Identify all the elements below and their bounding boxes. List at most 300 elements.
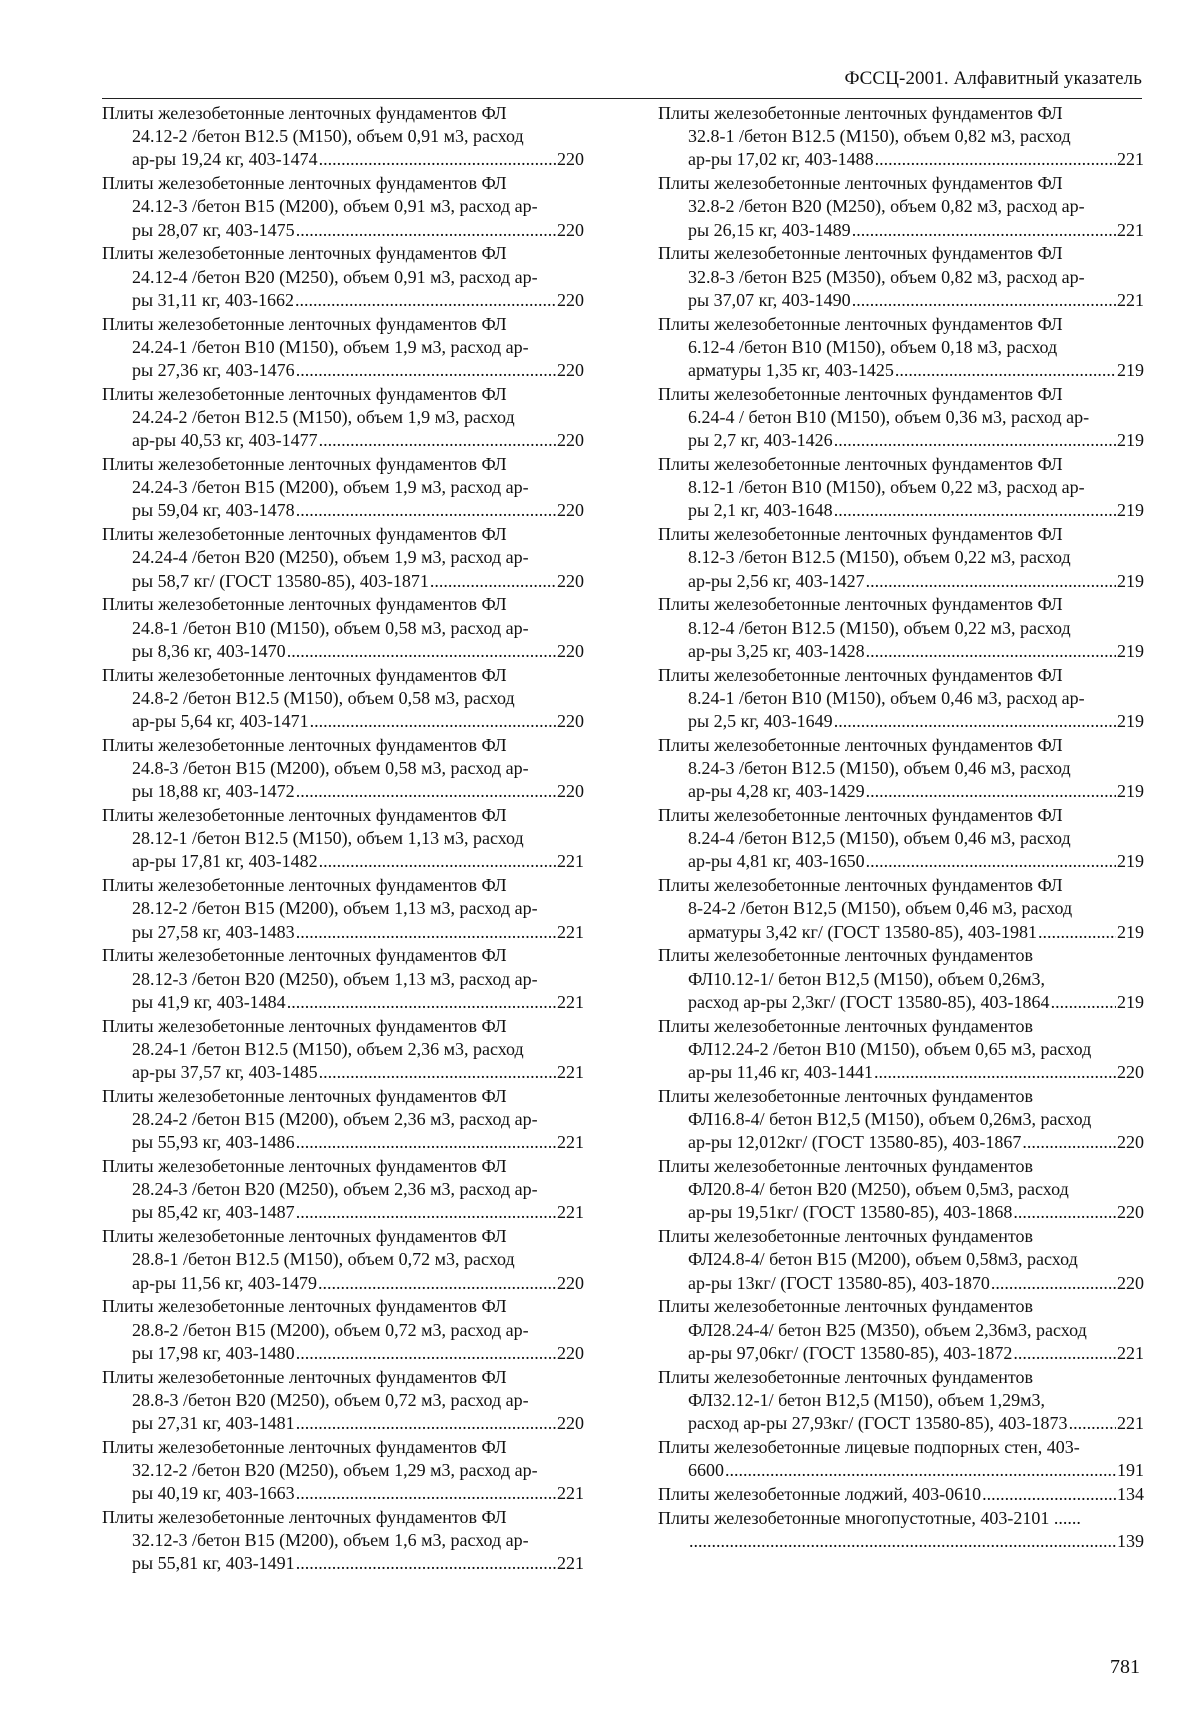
entry-last-line [658,850,1144,873]
entry-last-line [658,219,1144,242]
entry-text-line: 8.12-4 /бетон В12.5 (М150), объем 0,22 м3, расход [688,617,1071,638]
index-entry [102,593,584,663]
index-entry [102,172,584,242]
entry-page-ref: 219 [1117,711,1144,732]
entry-last-line [102,780,584,803]
entry-page-ref: 219 [1117,640,1144,661]
entry-last-line [658,1201,1144,1224]
entry-last-line [658,289,1144,312]
entry-text-line: 6.12-4 /бетон В10 (М150), объем 0,18 м3, расход [688,336,1058,357]
index-entry [658,1155,1144,1225]
entry-title-line: Плиты железобетонные ленточных фундаментов ФЛ [102,1015,507,1036]
entry-last-line [102,289,584,312]
dot-leader [874,1061,1116,1084]
entry-last-line [658,991,1144,1014]
entry-text-line: ар-ры 40,53 кг, 403-1477 [132,430,318,451]
entry-page-ref: 134 [1117,1483,1144,1504]
dot-leader [287,640,556,663]
entry-title-line: Плиты железобетонные ленточных фундаментов [658,945,1034,966]
entry-text-line: 6.24-4 / бетон В10 (М150), объем 0,36 м3, расход ар- [688,407,1090,428]
entry-last-line [658,499,1144,522]
dot-leader [319,429,556,452]
entry-text-line: 32.12-3 /бетон В15 (М200), объем 1,6 м3, расход ар- [132,1530,529,1551]
entry-page-ref: 219 [1117,851,1144,872]
entry-last-line [102,429,584,452]
index-entry [102,1225,584,1295]
entry-text-line: ры 2,5 кг, 403-1649 [688,711,833,732]
entry-text-line: 24.12-3 /бетон В15 (М200), объем 0,91 м3, расход ар- [132,196,538,217]
entry-text-line: ры 85,42 кг, 403-1487 [132,1202,295,1223]
dot-leader [296,1131,556,1154]
entry-title-line: Плиты железобетонные ленточных фундаментов ФЛ [658,524,1063,545]
index-entry [102,383,584,453]
entry-title-line: Плиты железобетонные ленточных фундаментов ФЛ [658,454,1063,475]
dot-leader [296,499,556,522]
entry-text-line: ры 40,19 кг, 403-1663 [132,1483,295,1504]
entry-page-ref: 219 [1117,430,1144,451]
entry-text-line: ры 55,81 кг, 403-1491 [132,1553,295,1574]
dot-leader [318,1272,556,1295]
entry-title-line: Плиты железобетонные ленточных фундаментов ФЛ [102,1507,507,1528]
dot-leader [296,359,556,382]
entry-page-ref: 221 [557,1483,584,1504]
entry-last-line [658,1412,1144,1435]
entry-text-line: 28.24-2 /бетон В15 (М200), объем 2,36 м3, расход ар- [132,1109,538,1130]
entry-text-line: 8.12-3 /бетон В12.5 (М150), объем 0,22 м3, расход [688,547,1071,568]
entry-page-ref: 221 [1117,1413,1144,1434]
dot-leader [866,640,1116,663]
entry-text-line: ФЛ16.8-4/ бетон В12,5 (М150), объем 0,26м3, расход [688,1109,1092,1130]
entry-last-line [658,640,1144,663]
index-entry [102,1506,584,1576]
entry-last-line [658,429,1144,452]
entry-title-line: Плиты железобетонные ленточных фундаментов [658,1015,1034,1036]
dot-leader [834,429,1116,452]
dot-leader [319,1061,556,1084]
entry-text-line: ар-ры 11,46 кг, 403-1441 [688,1062,874,1083]
entry-text-line: ар-ры 4,81 кг, 403-1650 [688,851,865,872]
entry-text-line: 8.12-1 /бетон В10 (М150), объем 0,22 м3, расход ар- [688,477,1085,498]
entry-page-ref: 219 [1117,781,1144,802]
index-entry [658,1015,1144,1085]
entry-text-line: ры 27,31 кг, 403-1481 [132,1413,295,1434]
entry-page-ref: 221 [557,851,584,872]
entry-text-line: 24.24-3 /бетон В15 (М200), объем 1,9 м3, расход ар- [132,477,529,498]
entry-text-line: 28.8-3 /бетон В20 (М250), объем 0,72 м3, расход ар- [132,1389,529,1410]
dot-leader [1022,1131,1116,1154]
entry-text-line: ры 58,7 кг/ (ГОСТ 13580-85), 403-1871 [132,570,429,591]
index-entry [658,102,1144,172]
entry-page-ref: 220 [557,500,584,521]
dot-leader [895,359,1116,382]
index-column-left [102,102,584,1576]
entry-title-line: Плиты железобетонные ленточных фундаментов ФЛ [102,1296,507,1317]
entry-last-line [658,148,1144,171]
entry-text-line: ры 18,88 кг, 403-1472 [132,781,295,802]
dot-leader [875,148,1116,171]
entry-page-ref: 220 [557,1272,584,1293]
entry-title-line: Плиты железобетонные ленточных фундаментов ФЛ [102,1226,507,1247]
entry-last-line [102,1482,584,1505]
index-entry [102,102,584,172]
entry-text-line: 28.12-3 /бетон В20 (М250), объем 1,13 м3, расход ар- [132,968,538,989]
index-entry [102,664,584,734]
entry-last-line [658,1272,1144,1295]
entry-text-line: 32.12-2 /бетон В20 (М250), объем 1,29 м3, расход ар- [132,1460,538,1481]
dot-leader [725,1459,1116,1482]
dot-leader [991,1272,1116,1295]
entry-page-ref: 220 [1117,1272,1144,1293]
dot-leader [296,1342,556,1365]
entry-text-line: ФЛ24.8-4/ бетон В15 (М200), объем 0,58м3, расход [688,1249,1078,1270]
index-entry [658,804,1144,874]
entry-text-line: ры 28,07 кг, 403-1475 [132,219,295,240]
entry-last-line [658,1530,1144,1553]
entry-last-line [658,1131,1144,1154]
index-entry [658,593,1144,663]
entry-text-line: ар-ры 4,28 кг, 403-1429 [688,781,865,802]
entry-last-line [102,640,584,663]
entry-last-line [658,1483,1144,1506]
entry-title-line: Плиты железобетонные ленточных фундаментов ФЛ [658,664,1063,685]
entry-page-ref: 219 [1117,921,1144,942]
entry-text-line: ар-ры 19,24 кг, 403-1474 [132,149,318,170]
entry-text-line: 24.8-1 /бетон В10 (М150), объем 0,58 м3, расход ар- [132,617,529,638]
entry-title-line: Плиты железобетонные лицевые подпорных стен, 403- [658,1436,1080,1457]
index-entry [658,172,1144,242]
dot-leader [852,289,1116,312]
index-entry [658,1085,1144,1155]
entry-last-line [658,1061,1144,1084]
entry-title-line: Плиты железобетонные ленточных фундаментов ФЛ [658,805,1063,826]
entry-page-ref: 221 [1117,219,1144,240]
entry-text-line: ар-ры 19,51кг/ (ГОСТ 13580-85), 403-1868 [688,1202,1013,1223]
entry-last-line [102,991,584,1014]
dot-leader [296,780,556,803]
entry-text-line: 24.8-2 /бетон В12.5 (М150), объем 0,58 м3, расход [132,687,515,708]
entry-text-line: ФЛ32.12-1/ бетон В12,5 (М150), объем 1,29м3, [688,1389,1046,1410]
entry-last-line [658,1459,1144,1482]
entry-title-line: Плиты железобетонные ленточных фундаментов ФЛ [102,1366,507,1387]
entry-last-line [658,359,1144,382]
entry-page-ref: 220 [1117,1062,1144,1083]
entry-last-line [102,1412,584,1435]
index-entry [102,944,584,1014]
entry-last-line [658,1342,1144,1365]
entry-page-ref: 220 [557,289,584,310]
dot-leader [834,710,1116,733]
entry-title-line: Плиты железобетонные ленточных фундаментов ФЛ [102,454,507,475]
index-entry [102,734,584,804]
entry-last-line [102,850,584,873]
entry-text-line: 8-24-2 /бетон В12,5 (М150), объем 0,46 м3, расход [688,898,1073,919]
entry-text-line: 24.12-2 /бетон В12.5 (М150), объем 0,91 м3, расход [132,126,524,147]
entry-title-line: Плиты железобетонные ленточных фундаментов ФЛ [658,594,1063,615]
entry-title-line: Плиты железобетонные ленточных фундаментов ФЛ [102,594,507,615]
entry-title-line: Плиты железобетонные ленточных фундаментов ФЛ [102,1156,507,1177]
entry-page-ref: 221 [557,1202,584,1223]
entry-text-line: ры 8,36 кг, 403-1470 [132,640,286,661]
index-entry [658,874,1144,944]
entry-text-line: 24.24-2 /бетон В12.5 (М150), объем 1,9 м3, расход [132,407,515,428]
entry-page-ref: 220 [557,711,584,732]
entry-page-ref: 220 [557,570,584,591]
index-entry [658,453,1144,523]
entry-last-line [102,148,584,171]
entry-last-line [658,780,1144,803]
entry-text-line: ры 2,1 кг, 403-1648 [688,500,833,521]
dot-leader [689,1530,1116,1553]
entry-text-line: арматуры 3,42 кг/ (ГОСТ 13580-85), 403-1981 [688,921,1038,942]
index-entry [658,523,1144,593]
entry-text-line: 28.24-1 /бетон В12.5 (М150), объем 2,36 м3, расход [132,1038,524,1059]
entry-title-line: Плиты железобетонные ленточных фундаментов ФЛ [658,875,1063,896]
entry-title-line: Плиты железобетонные ленточных фундаментов ФЛ [102,103,507,123]
entry-text-line: ар-ры 17,02 кг, 403-1488 [688,149,874,170]
entry-last-line [102,921,584,944]
entry-last-line [102,710,584,733]
index-entry [658,1225,1144,1295]
entry-text-line: 8.24-4 /бетон В12,5 (М150), объем 0,46 м3, расход [688,828,1071,849]
dot-leader [852,219,1116,242]
entry-text-line: ры 59,04 кг, 403-1478 [132,500,295,521]
entry-text-line: ры 31,11 кг, 403-1662 [132,289,295,310]
dot-leader [1038,921,1116,944]
index-entry [102,804,584,874]
entry-last-line [658,570,1144,593]
entry-page-ref: 219 [1117,360,1144,381]
entry-text-line: 28.24-3 /бетон В20 (М250), объем 2,36 м3, расход ар- [132,1179,538,1200]
entry-last-line [658,710,1144,733]
entry-text-line: 24.8-3 /бетон В15 (М200), объем 0,58 м3, расход ар- [132,758,529,779]
index-entry [658,1436,1144,1482]
entry-text-line: расход ар-ры 2,3кг/ (ГОСТ 13580-85), 403-1864 [688,991,1050,1012]
entry-page-ref: 219 [1117,991,1144,1012]
entry-last-line [102,1061,584,1084]
entry-title-line: Плиты железобетонные ленточных фундаментов ФЛ [102,1085,507,1106]
index-entry [658,1295,1144,1365]
entry-page-ref: 221 [557,1062,584,1083]
entry-title-line: Плиты железобетонные ленточных фундаментов ФЛ [102,805,507,826]
dot-leader [1051,991,1116,1014]
index-entry [102,1015,584,1085]
entry-text-line: Плиты железобетонные лоджий, 403-0610 [658,1483,982,1504]
index-entry [658,383,1144,453]
entry-text-line: ФЛ12.24-2 /бетон В10 (М150), объем 0,65 м3, расход [688,1038,1092,1059]
dot-leader [296,1201,556,1224]
entry-text-line: ар-ры 37,57 кг, 403-1485 [132,1062,318,1083]
dot-leader [296,1552,556,1575]
entry-title-line: Плиты железобетонные ленточных фундаментов [658,1085,1034,1106]
dot-leader [310,710,556,733]
entry-title-line: Плиты железобетонные ленточных фундаментов ФЛ [658,243,1063,264]
entry-text-line: ар-ры 97,06кг/ (ГОСТ 13580-85), 403-1872 [688,1342,1013,1363]
entry-title-line: Плиты железобетонные ленточных фундаментов ФЛ [658,383,1063,404]
entry-title-line: Плиты железобетонные ленточных фундаментов ФЛ [658,313,1063,334]
entry-title-line: Плиты железобетонные ленточных фундаментов ФЛ [658,173,1063,194]
index-entry [658,944,1144,1014]
entry-page-ref: 220 [1117,1132,1144,1153]
index-entry [658,242,1144,312]
dot-leader [296,1482,556,1505]
entry-text-line: ар-ры 17,81 кг, 403-1482 [132,851,318,872]
index-entry [658,1507,1144,1553]
entry-text-line: ар-ры 2,56 кг, 403-1427 [688,570,865,591]
entry-page-ref: 220 [557,640,584,661]
dot-leader [866,850,1116,873]
index-entry [102,1436,584,1506]
entry-last-line [102,1201,584,1224]
entry-page-ref: 219 [1117,500,1144,521]
index-entry [102,1366,584,1436]
entry-text-line: 28.12-2 /бетон В15 (М200), объем 1,13 м3, расход ар- [132,898,538,919]
dot-leader [834,499,1116,522]
entry-title-line: Плиты железобетонные ленточных фундаментов ФЛ [658,103,1063,123]
entry-page-ref: 221 [557,991,584,1012]
index-column-right [658,102,1144,1554]
entry-page-ref: 221 [557,1553,584,1574]
entry-title-line: Плиты железобетонные ленточных фундаментов [658,1296,1034,1317]
entry-title-line: Плиты железобетонные ленточных фундаментов ФЛ [102,524,507,545]
entry-page-ref: 220 [557,1342,584,1363]
entry-last-line [102,1342,584,1365]
entry-text-line: 32.8-2 /бетон В20 (М250), объем 0,82 м3, расход ар- [688,196,1085,217]
running-header [102,68,1142,96]
entry-page-ref: 220 [1117,1202,1144,1223]
index-entry [102,1085,584,1155]
entry-title-line: Плиты железобетонные ленточных фундаментов ФЛ [102,383,507,404]
dot-leader [296,219,556,242]
entry-title-line: Плиты железобетонные ленточных фундаментов ФЛ [102,1436,507,1457]
dot-leader [430,570,556,593]
header-title: ФССЦ-2001. Алфавитный указатель [844,68,1142,89]
dot-leader [1013,1342,1116,1365]
dot-leader [296,921,556,944]
entry-page-ref: 220 [557,781,584,802]
entry-page-ref: 220 [557,360,584,381]
entry-text-line: 28.8-1 /бетон В12.5 (М150), объем 0,72 м3, расход [132,1249,515,1270]
index-entry [102,242,584,312]
entry-page-ref: 221 [1117,1342,1144,1363]
entry-last-line [102,1131,584,1154]
index-entry [658,1366,1144,1436]
entry-text-line: ар-ры 11,56 кг, 403-1479 [132,1272,318,1293]
entry-text-line: ры 26,15 кг, 403-1489 [688,219,851,240]
index-entry [102,1295,584,1365]
dot-leader [287,991,556,1014]
dot-leader [866,780,1116,803]
entry-text-line: арматуры 1,35 кг, 403-1425 [688,360,894,381]
entry-last-line [102,1272,584,1295]
entry-text-line: 24.24-1 /бетон В10 (М150), объем 1,9 м3, расход ар- [132,336,529,357]
entry-text-line: 6600 [688,1460,724,1481]
dot-leader [1013,1201,1116,1224]
index-entry [658,734,1144,804]
entry-text-line: ры 27,36 кг, 403-1476 [132,360,295,381]
index-entry [102,874,584,944]
entry-title-line: Плиты железобетонные ленточных фундаментов ФЛ [102,875,507,896]
entry-title-line: Плиты железобетонные ленточных фундаментов ФЛ [102,734,507,755]
entry-text-line: ФЛ28.24-4/ бетон В25 (М350), объем 2,36м3, расход [688,1319,1087,1340]
entry-text-line: ры 27,58 кг, 403-1483 [132,921,295,942]
entry-text-line: 24.24-4 /бетон В20 (М250), объем 1,9 м3, расход ар- [132,547,529,568]
entry-title-line: Плиты железобетонные ленточных фундаментов ФЛ [102,313,507,334]
entry-text-line: расход ар-ры 27,93кг/ (ГОСТ 13580-85), 403-1873 [688,1413,1068,1434]
entry-last-line [658,921,1144,944]
entry-text-line: ар-ры 13кг/ (ГОСТ 13580-85), 403-1870 [688,1272,990,1293]
dot-leader [319,148,556,171]
entry-page-ref: 221 [1117,149,1144,170]
entry-text-line: 24.12-4 /бетон В20 (М250), объем 0,91 м3, расход ар- [132,266,538,287]
entry-last-line [102,570,584,593]
page-number: 781 [1110,1656,1140,1678]
entry-text-line: ар-ры 3,25 кг, 403-1428 [688,640,865,661]
dot-leader [1069,1412,1116,1435]
header-rule [102,98,1142,99]
index-entry [658,664,1144,734]
index-entry [102,453,584,523]
entry-text-line: ФЛ10.12-1/ бетон В12,5 (М150), объем 0,26м3, [688,968,1046,989]
index-entry [102,313,584,383]
dot-leader [296,1412,556,1435]
entry-title-line: Плиты железобетонные ленточных фундаментов ФЛ [102,945,507,966]
entry-text-line: ры 2,7 кг, 403-1426 [688,430,833,451]
entry-text-line: ры 55,93 кг, 403-1486 [132,1132,295,1153]
entry-page-ref: 221 [557,921,584,942]
dot-leader [982,1483,1116,1506]
entry-title-line: Плиты железобетонные ленточных фундаментов [658,1226,1034,1247]
entry-title-line: Плиты железобетонные ленточных фундаментов ФЛ [102,664,507,685]
entry-title-line: Плиты железобетонные многопустотные, 403-2101 ...... [658,1507,1081,1528]
entry-page-ref: 221 [1117,289,1144,310]
entry-page-ref: 220 [557,430,584,451]
entry-text-line: 32.8-3 /бетон В25 (М350), объем 0,82 м3, расход ар- [688,266,1085,287]
entry-last-line [102,499,584,522]
entry-title-line: Плиты железобетонные ленточных фундаментов ФЛ [658,734,1063,755]
dot-leader [866,570,1116,593]
entry-page-ref: 221 [557,1132,584,1153]
entry-last-line [102,359,584,382]
entry-text-line: ры 17,98 кг, 403-1480 [132,1342,295,1363]
entry-text-line: ФЛ20.8-4/ бетон В20 (М250), объем 0,5м3, расход [688,1179,1069,1200]
entry-page-ref: 191 [1117,1460,1144,1481]
entry-title-line: Плиты железобетонные ленточных фундаментов ФЛ [102,243,507,264]
dot-leader [319,850,556,873]
entry-page-ref: 139 [1117,1530,1144,1551]
entry-title-line: Плиты железобетонные ленточных фундаментов ФЛ [102,173,507,194]
entry-text-line: ры 37,07 кг, 403-1490 [688,289,851,310]
entry-page-ref: 219 [1117,570,1144,591]
entry-page-ref: 220 [557,149,584,170]
entry-text-line: 32.8-1 /бетон В12.5 (М150), объем 0,82 м3, расход [688,126,1071,147]
entry-page-ref: 220 [557,1413,584,1434]
index-entry [102,1155,584,1225]
entry-text-line: ры 41,9 кг, 403-1484 [132,991,286,1012]
entry-text-line: ар-ры 5,64 кг, 403-1471 [132,711,309,732]
entry-page-ref: 220 [557,219,584,240]
entry-last-line [102,1552,584,1575]
entry-text-line: ар-ры 12,012кг/ (ГОСТ 13580-85), 403-1867 [688,1132,1022,1153]
entry-text-line: 28.12-1 /бетон В12.5 (М150), объем 1,13 м3, расход [132,828,524,849]
entry-title-line: Плиты железобетонные ленточных фундаментов [658,1156,1034,1177]
index-entry [658,1483,1144,1506]
dot-leader [295,289,556,312]
entry-text-line: 28.8-2 /бетон В15 (М200), объем 0,72 м3, расход ар- [132,1319,529,1340]
entry-text-line: 8.24-3 /бетон В12.5 (М150), объем 0,46 м3, расход [688,758,1071,779]
entry-text-line: 8.24-1 /бетон В10 (М150), объем 0,46 м3, расход ар- [688,687,1085,708]
entry-title-line: Плиты железобетонные ленточных фундаментов [658,1366,1034,1387]
entry-last-line [102,219,584,242]
